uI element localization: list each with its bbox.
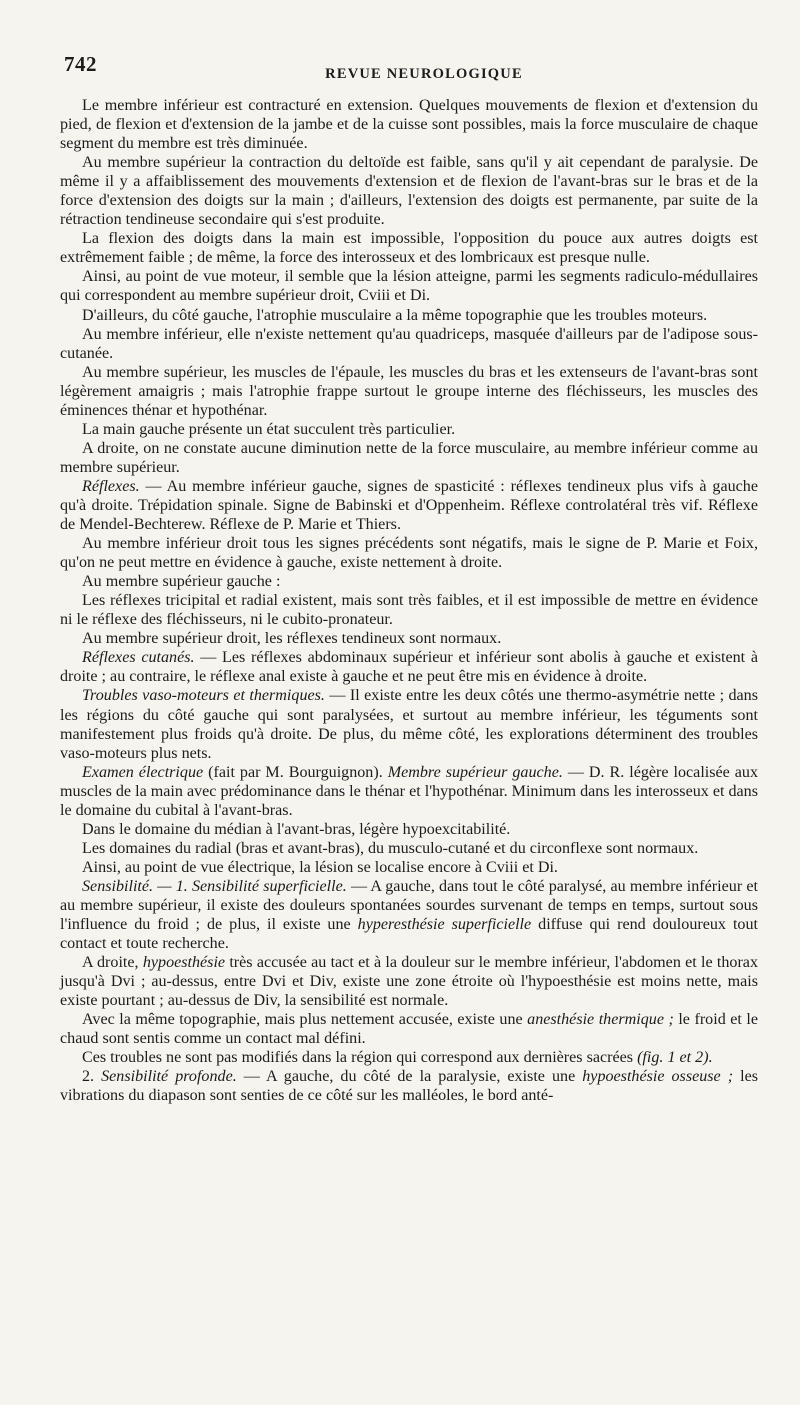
paragraph	[60, 477, 758, 534]
paragraph	[60, 591, 758, 629]
text-run: Au membre supérieur la contraction du deltoïde est faible, sans qu'il y ait cependant de paralysie. De même il y a affaiblissement des mouvements d'extension et de flexion de l'avant-bras sur le bras et de la force d'extension des doigts sur la main ; d'ailleurs, l'extension des doigts est permanente, par suite de la rétraction tendineuse secondaire qui s'est produite.	[60, 154, 758, 229]
article-body	[60, 96, 758, 1105]
paragraph	[60, 839, 758, 858]
italic-text: Sensibilité. — 1. Sensibilité superficielle.	[82, 877, 347, 895]
text-run: La flexion des doigts dans la main est impossible, l'opposition du pouce aux autres doigts est extrêmement faible ; de même, la force des interosseux et des lombricaux est presque nulle.	[60, 230, 758, 267]
italic-text: Sensibilité profonde.	[101, 1068, 237, 1086]
paragraph	[60, 1048, 758, 1067]
italic-text: hypoesthésie osseuse ;	[582, 1068, 734, 1086]
text-run: — Il existe entre les deux côtés une thermo-asymétrie nette ; dans les régions du côté gauche qui sont paralysées, et surtout au membre inférieur, les téguments sont manifestement plus froids qu'à droite. De plus, du même côté, les explorations déterminent des troubles vaso-moteurs plus nets.	[60, 687, 758, 762]
text-run: Le membre inférieur est contracturé en extension. Quelques mouvements de flexion et d'extension du pied, de flexion et d'extension de la jambe et de la cuisse sont possibles, mais la force musculaire de chaque segment du membre est très diminuée.	[60, 97, 758, 153]
paragraph	[60, 96, 758, 153]
page-header	[60, 0, 758, 96]
paragraph	[60, 1010, 758, 1048]
text-run: — A gauche, dans tout le côté paralysé, au membre inférieur et au membre supérieur, il existe des douleurs spontanées sourdes survenant de temps en temps, surtout sous l'influence du froid ; de plus, il existe une	[60, 877, 758, 934]
text-run: La main gauche présente un état succulent très particulier.	[82, 420, 456, 438]
paragraph	[60, 1067, 758, 1105]
paragraph	[60, 572, 758, 591]
paragraph	[60, 629, 758, 648]
text-run: Les réflexes tricipital et radial existent, mais sont très faibles, et il est impossible de mettre en évidence ni le réflexe des fléchisseurs, ni le cubito-pronateur.	[60, 592, 758, 629]
paragraph	[60, 306, 758, 325]
text-run: Au membre supérieur gauche :	[82, 573, 281, 591]
paragraph	[60, 648, 758, 686]
italic-text: hyperesthésie superficielle	[357, 916, 532, 934]
text-run: Les domaines du radial (bras et avant-bras), du musculo-cutané et du circonflexe sont normaux.	[82, 839, 699, 857]
italic-text: Réflexes cutanés.	[82, 649, 195, 667]
text-run: D'ailleurs, du côté gauche, l'atrophie musculaire a la même topographie que les troubles moteurs.	[82, 306, 708, 324]
text-run: Dans le domaine du médian à l'avant-bras, légère hypoexcitabilité.	[82, 820, 511, 838]
text-run: Ainsi, au point de vue moteur, il semble que la lésion atteigne, parmi les segments radiculo-médullaires qui correspondent au membre supérieur droit, Cviii et Di.	[60, 268, 758, 305]
italic-text: anesthésie thermique ;	[527, 1011, 674, 1029]
paragraph	[60, 229, 758, 267]
italic-text: hypoesthésie	[142, 954, 226, 972]
italic-text: Réflexes.	[82, 477, 140, 495]
text-run: les vibrations du diapason sont senties de ce côté sur les malléoles, le bord anté-	[60, 1068, 758, 1105]
text-run: A droite,	[82, 954, 143, 972]
text-run: 2.	[82, 1068, 102, 1086]
paragraph	[60, 420, 758, 439]
text-run: — D. R. légère localisée aux muscles de la main avec prédominance dans le thénar et l'hypothénar. Minimum dans les interosseux et dans le domaine du cubital à l'avant-bras.	[60, 763, 759, 819]
page-number: 742	[64, 52, 97, 76]
text-run: diffuse qui rend douloureux tout contact et toute recherche.	[60, 916, 758, 953]
text-run: — Au membre inférieur gauche, signes de spasticité : réflexes tendineux plus vifs à gauche qu'à droite. Trépidation spinale. Signe de Babinski et d'Oppenheim. Réflexe controlatéral très vif. Réflexe de Mendel-Bechterew. Réflexe de P. Marie et Thiers.	[60, 477, 758, 534]
text-run: — Les réflexes abdominaux supérieur et inférieur sont abolis à gauche et existent à droite ; au contraire, le réflexe anal existe à gauche et ne peut être mis en évidence à droite.	[60, 649, 758, 686]
paragraph	[60, 325, 758, 363]
running-title: REVUE NEUROLOGIQUE	[325, 66, 523, 82]
paragraph	[60, 439, 758, 477]
paragraph	[60, 953, 758, 1010]
text-run: le froid et le chaud sont sentis comme un contact mal défini.	[60, 1011, 758, 1048]
text-run: très accusée au tact et à la douleur sur le membre inférieur, l'abdomen et le thorax jusqu'à Dvi ; au-dessus, entre Dvi et Div, existe une zone étroite où l'hypoesthésie est moins nette, mais existe pourtant ; au-dessus de Div, la sensibilité est normale.	[60, 954, 758, 1010]
text-run: Au membre supérieur, les muscles de l'épaule, les muscles du bras et les extenseurs de l'avant-bras sont légèrement amaigris ; mais l'atrophie frappe surtout le groupe interne des fléchisseurs, les muscles des éminences thénar et hypothénar.	[60, 363, 758, 419]
paragraph	[60, 153, 758, 229]
text-run: Au membre supérieur droit, les réflexes tendineux sont normaux.	[82, 630, 502, 648]
paragraph	[60, 763, 758, 820]
text-run: Au membre inférieur droit tous les signes précédents sont négatifs, mais le signe de P. Marie et Foix, qu'on ne peut mettre en évidence à gauche, existe nettement à droite.	[60, 535, 758, 572]
text-run: Ces troubles ne sont pas modifiés dans la région qui correspond aux dernières sacrées	[82, 1049, 638, 1067]
italic-text: Membre supérieur gauche.	[387, 763, 563, 781]
italic-text: Troubles vaso-moteurs et thermiques.	[82, 687, 325, 705]
paragraph	[60, 820, 758, 839]
italic-text: Examen électrique	[82, 763, 204, 781]
text-run: Au membre inférieur, elle n'existe nettement qu'au quadriceps, masquée d'ailleurs par de l'adipose sous-cutanée.	[60, 325, 758, 362]
paragraph	[60, 267, 758, 305]
text-run: — A gauche, du côté de la paralysie, existe une	[236, 1068, 583, 1086]
text-run: A droite, on ne constate aucune diminution nette de la force musculaire, au membre inférieur comme au membre supérieur.	[60, 439, 758, 476]
paragraph	[60, 534, 758, 572]
text-run: Avec la même topographie, mais plus nettement accusée, existe une	[82, 1011, 528, 1029]
paragraph	[60, 363, 758, 420]
italic-text: (fig. 1 et 2).	[637, 1049, 713, 1067]
paragraph	[60, 858, 758, 877]
text-run: Ainsi, au point de vue électrique, la lésion se localise encore à Cviii et Di.	[82, 858, 558, 876]
text-run: (fait par M. Bourguignon).	[203, 763, 388, 781]
paragraph	[60, 686, 758, 762]
paragraph	[60, 877, 758, 953]
